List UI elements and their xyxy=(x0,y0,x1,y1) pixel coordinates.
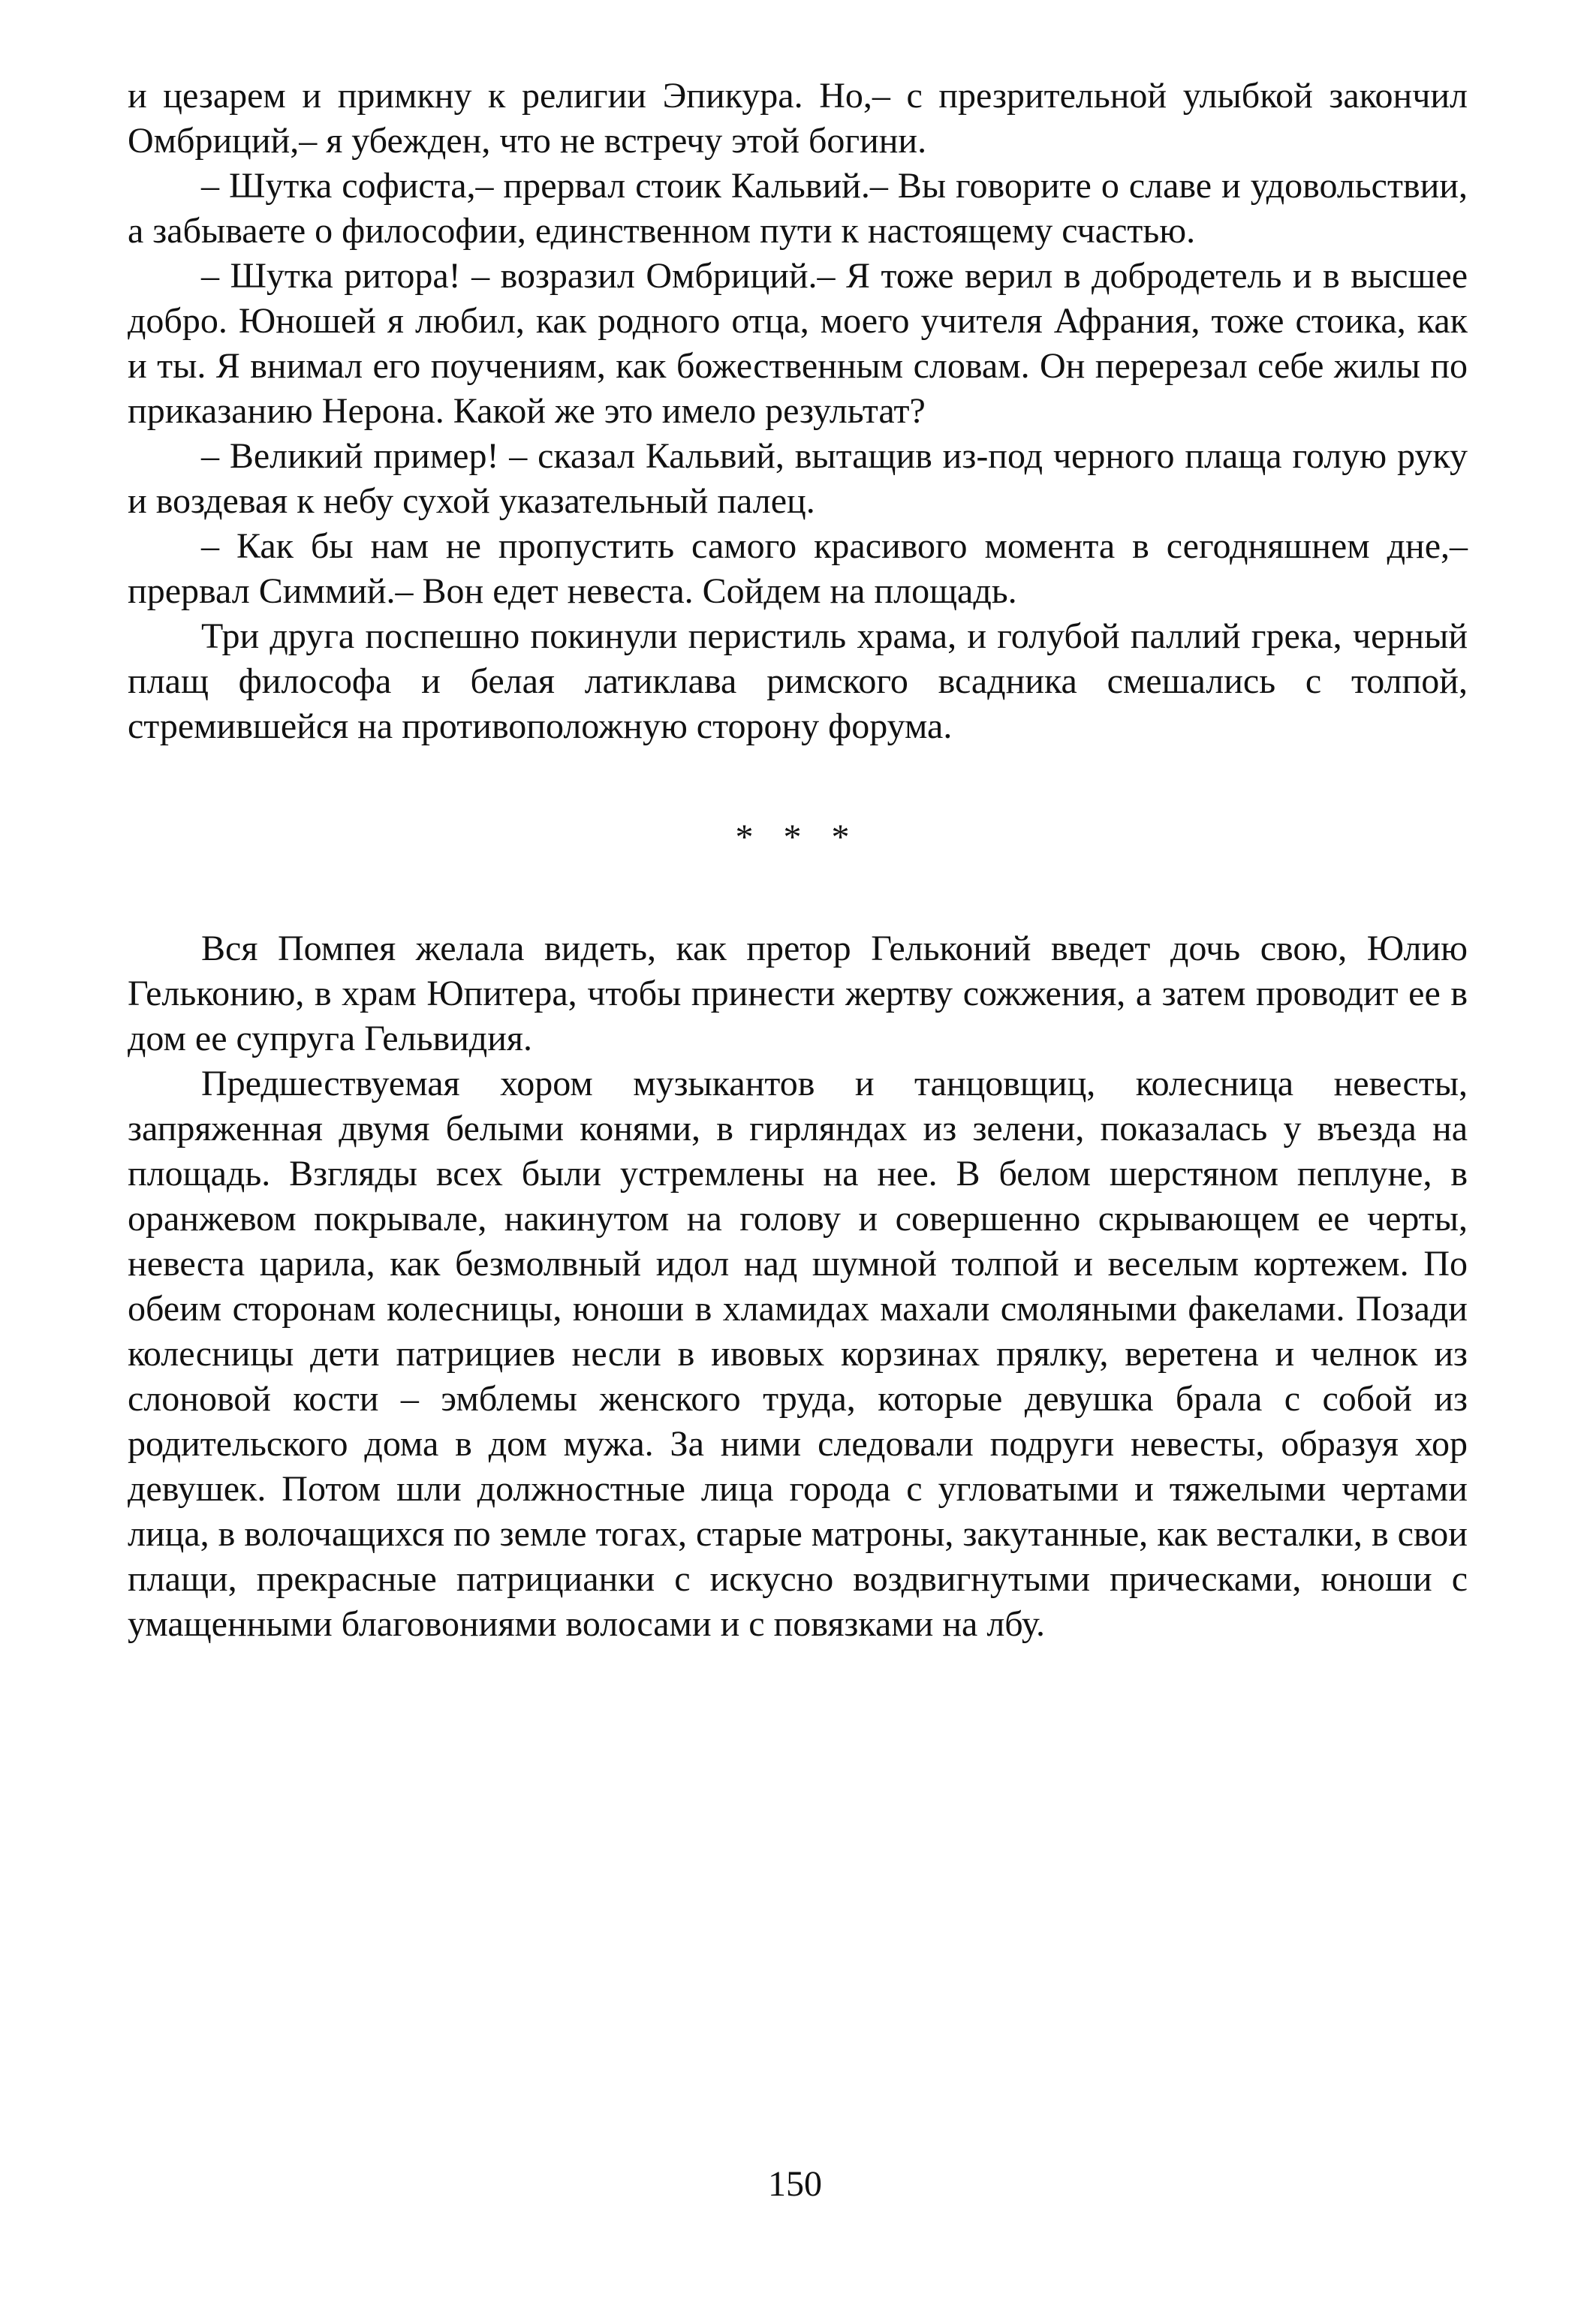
paragraph: Предшествуемая хором музыкантов и танцовщиц, колесница невесты, запряженная двумя белыми конями, в гирляндах из зелени, показалась у въезда на площадь. Взгляды всех были устремлены на нее. В белом шерстяном пеплуне, в оранжевом покрывале, накинутом на голову и совершенно скрывающем ее черты, невеста царила, как безмолвный идол над шумной толпой и веселым кортежем. По обеим сторонам колесницы, юноши в хламидах махали смоляными факелами. Позади колесницы дети патрициев несли в ивовых корзинах прялку, веретена и челнок из слоновой кости – эмблемы женского труда, которые девушка брала с собой из родительского дома в дом мужа. За ними следовали подруги невесты, образуя хор девушек. Потом шли должностные лица города с угловатыми и тяжелыми чертами лица, в волочащихся по земле тогах, старые матроны, закутанные, как весталки, в свои плащи, прекрасные патрицианки с искусно воздвигнутыми прическами, юноши с умащенными благовониями волосами и с повязками на лбу. xyxy=(128,1064,1468,1644)
text-section-2 xyxy=(128,926,1468,1647)
book-page xyxy=(128,74,1468,1647)
paragraph-dialogue: – Как бы нам не пропустить самого красивого момента в сегодняшнем дне,– прервал Симмий.– Вон едет невеста. Сойдем на площадь. xyxy=(128,526,1468,611)
paragraph-dialogue: – Шутка софиста,– прервал стоик Кальвий.– Вы говорите о славе и удовольствии, а забываете о философии, единственном пути к настоящему счастью. xyxy=(128,166,1468,251)
paragraph: Вся Помпея желала видеть, как претор Гельконий введет дочь свою, Юлию Гельконию, в храм Юпитера, чтобы принести жертву сожжения, а затем проводит ее в дом ее супруга Гельвидия. xyxy=(128,929,1468,1058)
paragraph-dialogue: – Шутка ритора! – возразил Омбриций.– Я тоже верил в добродетель и в высшее добро. Юношей я любил, как родного отца, моего учителя Афрания, тоже стоика, как и ты. Я внимал его поучениям, как божественным словам. Он перерезал себе жилы по приказанию Нерона. Какой же это имело результат? xyxy=(128,256,1468,431)
page-number: 150 xyxy=(768,2164,822,2204)
paragraph-dialogue: – Великий пример! – сказал Кальвий, вытащив из-под черного плаща голую руку и воздевая к небу сухой указательный палец. xyxy=(128,436,1468,521)
section-break: * * * xyxy=(735,817,860,857)
text-section-1 xyxy=(128,74,1468,749)
paragraph: Три друга поспешно покинули перистиль храма, и голубой паллий грека, черный плащ философа и белая латиклава римского всадника смешались с толпой, стремившейся на противоположную сторону форума. xyxy=(128,616,1468,746)
paragraph-continuation: и цезарем и примкну к религии Эпикура. Но,– с презрительной улыбкой закончил Омбриций,– я убежден, что не встречу этой богини. xyxy=(128,76,1468,161)
